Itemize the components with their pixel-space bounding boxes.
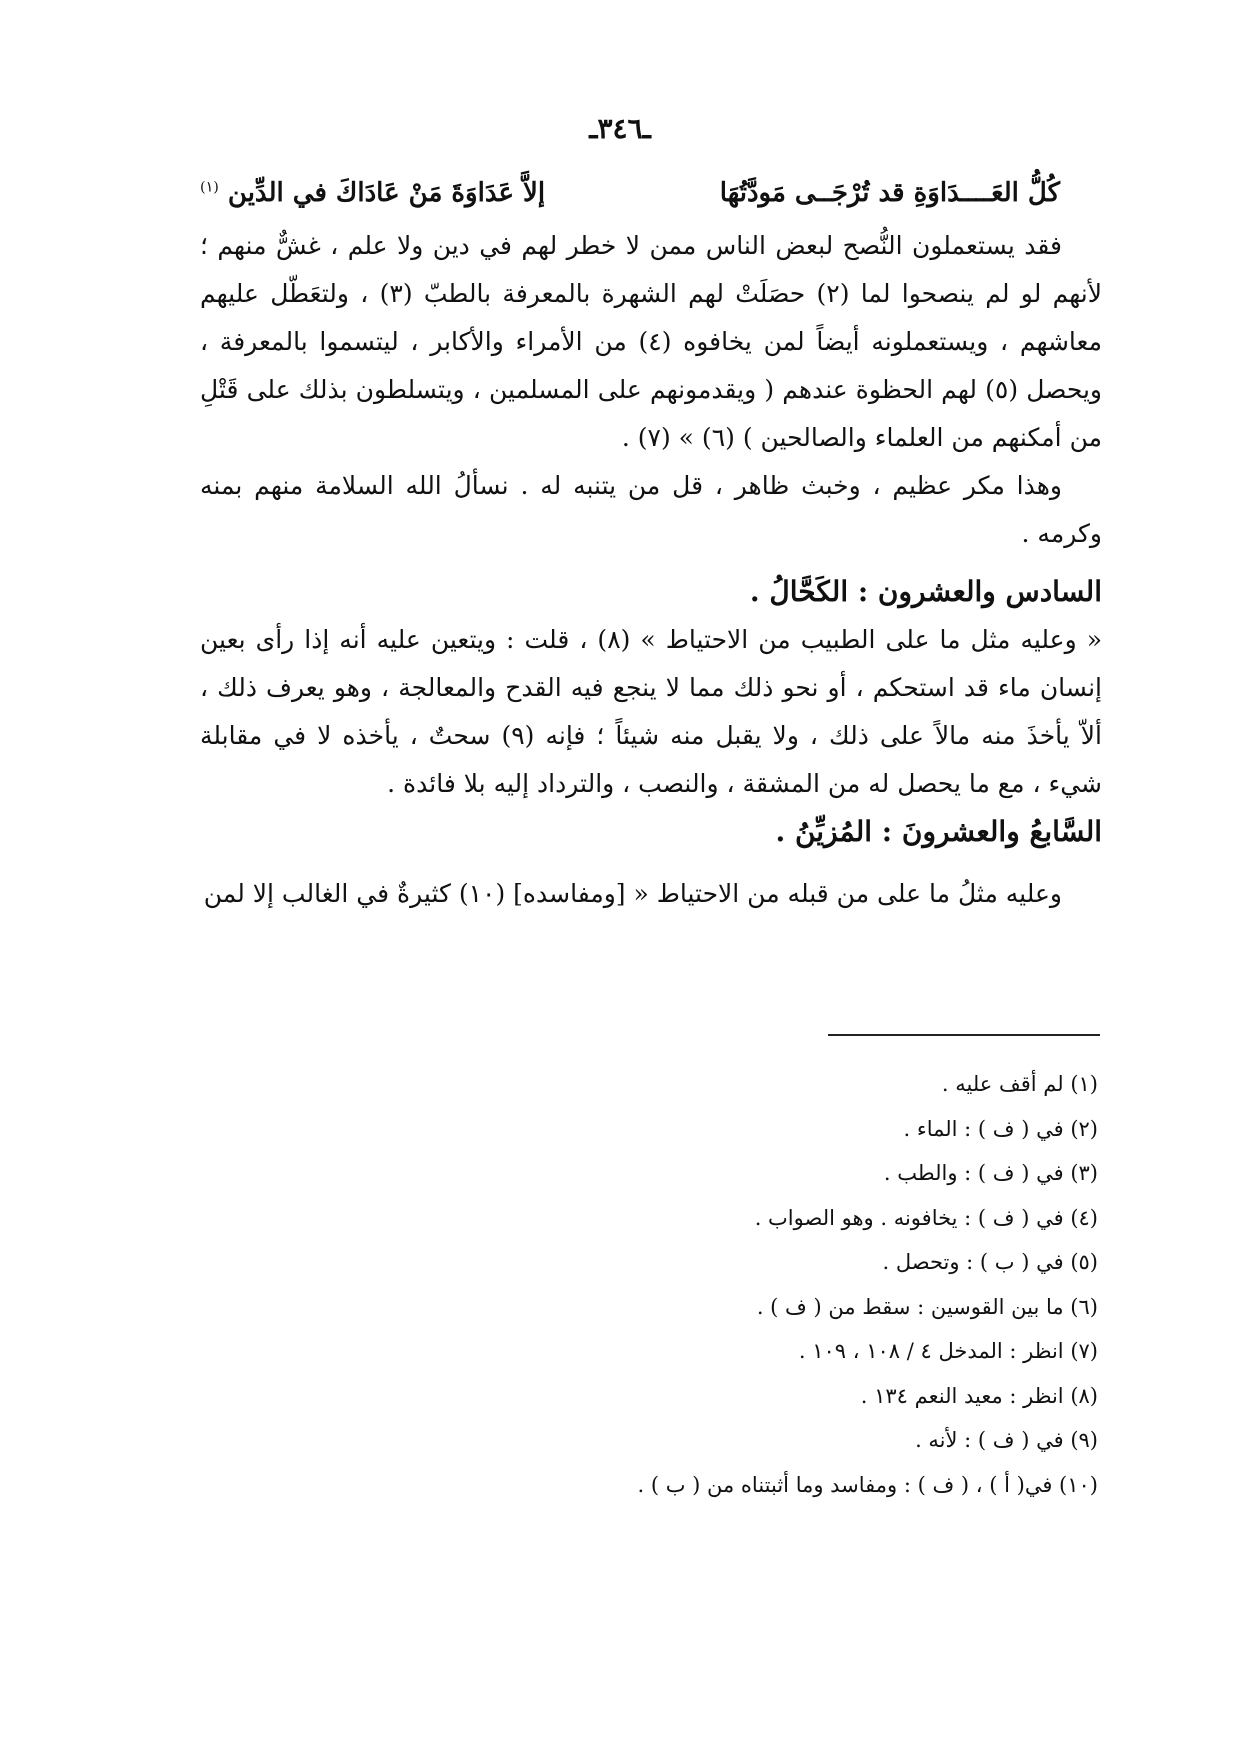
footnote-reference: (١)	[200, 179, 219, 196]
footnote: (٧) انظر : المدخل ٤ / ١٠٨ ، ١٠٩ .	[798, 1339, 1098, 1363]
section-heading: السادس والعشرون : الكَحَّالُ .	[749, 575, 1102, 608]
body-paragraph: وعليه مثلُ ما على من قبله من الاحتياط « [ومفاسده] (١٠) كثيرةٌ في الغالب إلا لمن	[203, 879, 1062, 908]
footnote-separator	[828, 1034, 1100, 1036]
footnote: (٥) في ( ب ) : وتحصل .	[882, 1250, 1098, 1274]
footnote: (٢) في ( ف ) : الماء .	[903, 1116, 1098, 1141]
verse-first-hemistich: كُلُّ العَــــدَاوَةِ قد تُرْجَــى مَودَّتُهَا	[719, 178, 1060, 208]
section-heading: السَّابعُ والعشرونَ : المُزيِّنُ .	[775, 815, 1102, 848]
body-paragraph: وهذا مكر عظيم ، وخبث ظاهر ، قل من يتنبه له . نسألُ الله السلامة منهم بمنه وكرمه .	[200, 471, 1102, 548]
footnote: (٤) في ( ف ) : يخافونه . وهو الصواب .	[754, 1205, 1098, 1230]
footnote: (٨) انظر : معيد النعم ١٣٤ .	[860, 1383, 1098, 1408]
footnote: (١٠) في( أ ) ، ( ف ) : ومفاسد وما أثبتناه من ( ب ) .	[637, 1472, 1098, 1497]
verse-second-hemistich-text: إلاَّ عَدَاوَةَ مَنْ عَادَاكَ في الدِّين	[227, 178, 546, 208]
footnote: (٣) في ( ف ) : والطب .	[883, 1161, 1098, 1185]
body-paragraph: فقد يستعملون النُّصح لبعض الناس ممن لا خطر لهم في دين ولا علم ، غشٌّ منهم ؛ لأنهم لو لم ينصحوا لما (٢) حصَلَتْ لهم الشهرة بالمعرفة بالطبّ (٣) ، ولتعَطّل عليهم معاشهم ، ويستعملونه أيضاً لمن يخافوه (٤) من الأمراء والأكابر ، ليتسموا بالمعرفة ، ويحصل (٥) لهم الحظوة عندهم ( ويقدمونهم على المسلمين ، ويتسلطون بذلك على قَتْلِ من أمكنهم من العلماء والصالحين ) (٦) » (٧) .	[200, 231, 1103, 452]
body-paragraph: « وعليه مثل ما على الطبيب من الاحتياط » (٨) ، قلت : ويتعين عليه أنه إذا رأى بعين إنسان ماء قد استحكم ، أو نحو ذلك مما لا ينجع فيه القدح والمعالجة ، وهو يعرف ذلك ، ألاّ يأخذَ منه مالاً على ذلك ، ولا يقبل منه شيئاً ؛ فإنه (٩) سحتٌ ، يأخذه لا في مقابلة شيء ، مع ما يحصل له من المشقة ، والنصب ، والترداد إليه بلا فائدة .	[200, 625, 1102, 798]
footnotes-list	[200, 1062, 1098, 1507]
footnote: (٩) في ( ف ) : لأنه .	[915, 1428, 1098, 1452]
page-number: ـ٣٤٦ـ	[589, 112, 651, 145]
footnote: (١) لم أقف عليه .	[941, 1072, 1098, 1096]
footnote: (٦) ما بين القوسين : سقط من ( ف ) .	[756, 1294, 1098, 1319]
verse-second-hemistich	[200, 178, 545, 208]
poetry-verse	[200, 178, 1060, 228]
